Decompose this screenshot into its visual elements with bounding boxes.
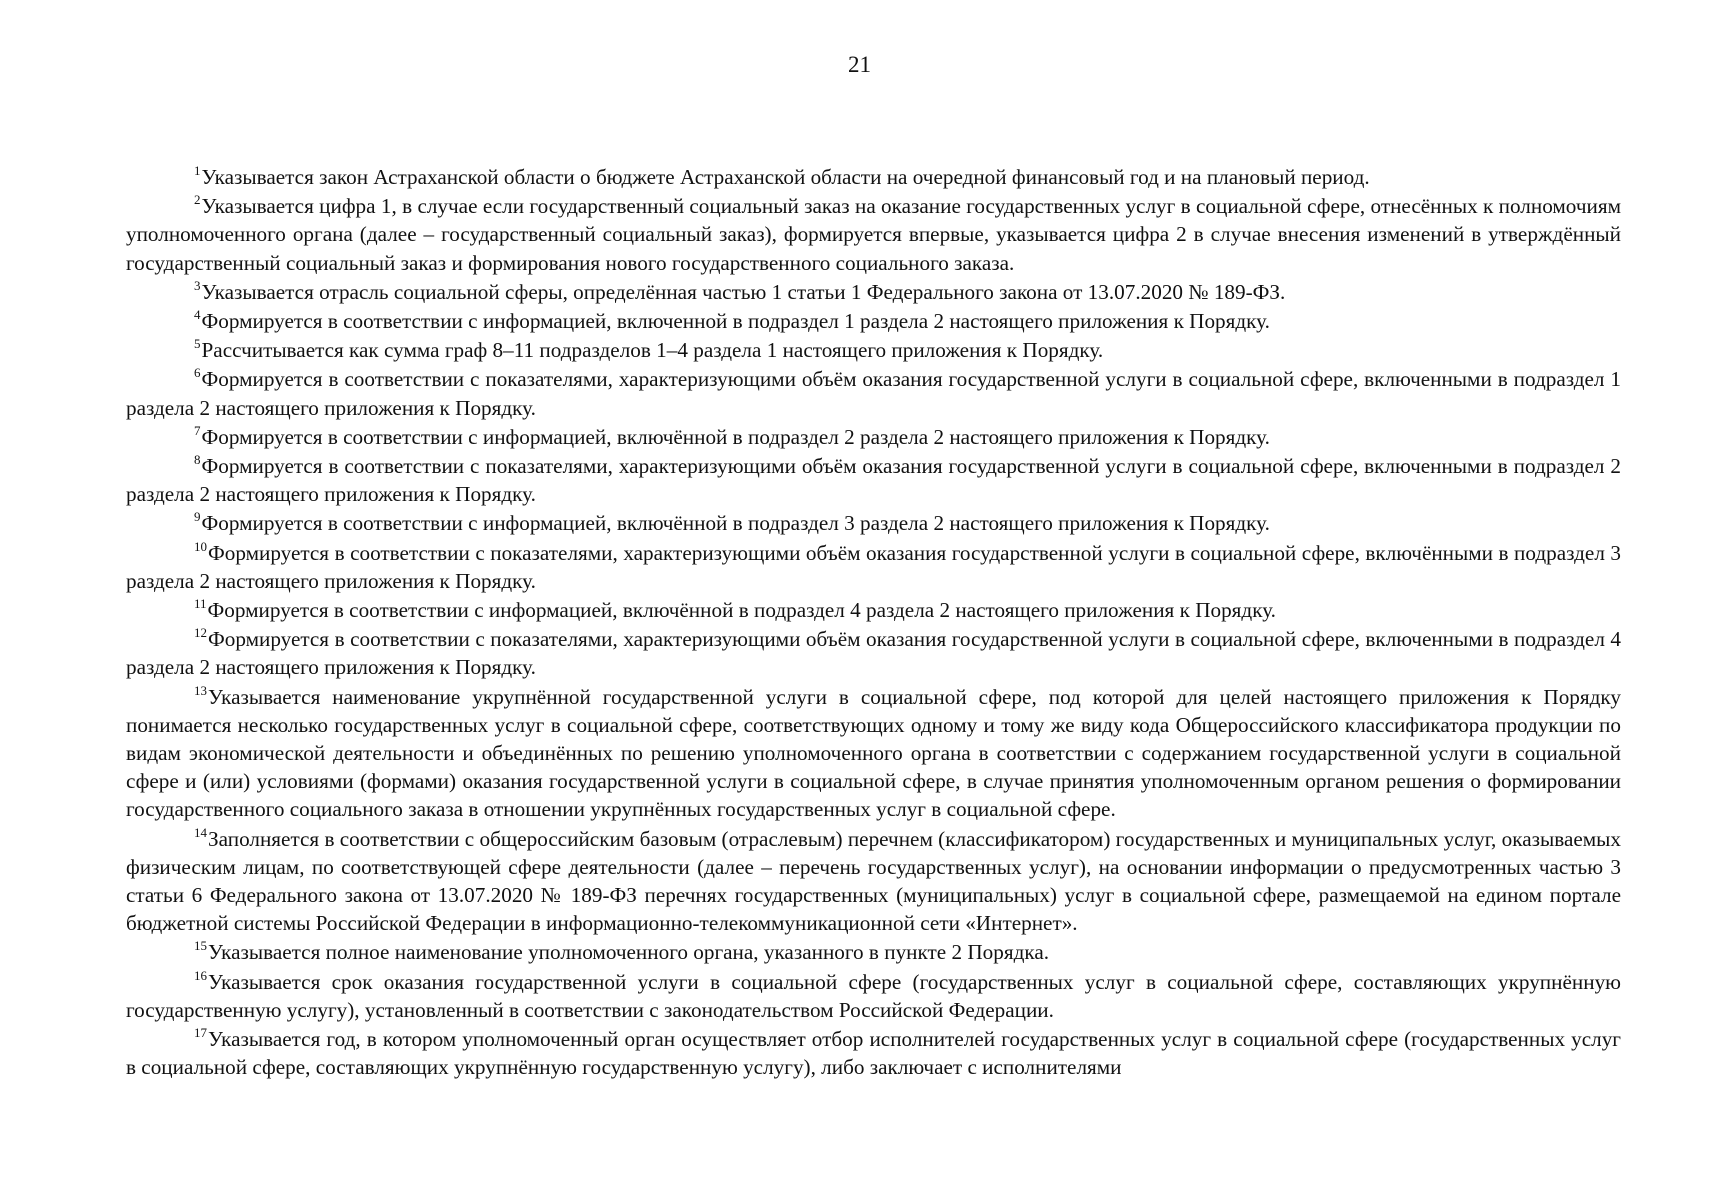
- footnote: [126, 452, 1621, 508]
- footnote-text: Указывается год, в котором уполномоченный орган осуществляет отбор исполнителей государственных услуг в социальной сфере (государственных услуг в социальной сфере, составляющих укрупнённую государственную услугу), либо заключает с исполнителями: [126, 1027, 1621, 1080]
- footnote-text: Формируется в соответствии с информацией, включённой в подраздел 2 раздела 2 настоящего приложения к Порядку.: [201, 424, 1270, 449]
- footnote: [126, 683, 1621, 824]
- footnote-marker: 6: [194, 365, 201, 381]
- footnote: [126, 539, 1621, 595]
- footnote: [126, 968, 1621, 1024]
- footnote-text: Формируется в соответствии с показателями, характеризующими объём оказания государственной услуги в социальной сфере, включенными в подраздел 4 раздела 2 настоящего приложения к Порядку.: [126, 627, 1621, 680]
- footnote-text: Указывается цифра 1, в случае если государственный социальный заказ на оказание государственных услуг в социальной сфере, отнесённых к полномочиям уполномоченного органа (далее – государственный социальный заказ), формируется впервые, указывается цифра 2 в случае внесения изменений в утверждённый государственный социальный заказ и формирования нового государственного социального заказа.: [126, 194, 1621, 275]
- footnotes: [126, 163, 1621, 1083]
- footnote: [126, 365, 1621, 421]
- footnote-marker: 5: [194, 336, 201, 352]
- footnote-text: Формируется в соответствии с информацией, включённой в подраздел 3 раздела 2 настоящего приложения к Порядку.: [201, 511, 1270, 536]
- footnote-marker: 15: [194, 938, 207, 954]
- footnote-text: Указывается закон Астраханской области о бюджете Астраханской области на очередной финансовый год и на плановый период.: [201, 165, 1370, 189]
- footnote-marker: 13: [194, 682, 207, 698]
- footnote: [126, 1025, 1621, 1081]
- footnote-text: Формируется в соответствии с информацией, включенной в подраздел 1 раздела 2 настоящего приложения к Порядку.: [201, 309, 1270, 334]
- footnote-text: Формируется в соответствии с показателями, характеризующими объём оказания государственной услуги в социальной сфере, включёнными в подраздел 3 раздела 2 настоящего приложения к Порядку.: [126, 540, 1621, 593]
- footnote-text: Указывается срок оказания государственной услуги в социальной сфере (государственных услуг в социальной сфере, составляющих укрупнённую государственную услугу), установленный в соответствии с законодательством Российской Федерации.: [126, 969, 1621, 1022]
- footnote-text: Указывается полное наименование уполномоченного органа, указанного в пункте 2 Порядка.: [208, 940, 1050, 965]
- footnote-text: Рассчитывается как сумма граф 8–11 подразделов 1–4 раздела 1 настоящего приложения к Порядку.: [201, 338, 1104, 363]
- footnote: [126, 825, 1621, 938]
- footnote: [126, 278, 1621, 306]
- footnote-marker: 8: [194, 452, 201, 468]
- footnote: [126, 596, 1621, 624]
- footnote: [126, 307, 1621, 335]
- footnote-marker: 10: [194, 538, 207, 554]
- footnote: [126, 336, 1621, 364]
- footnote-marker: 14: [194, 824, 207, 840]
- footnote-marker: 7: [194, 422, 201, 438]
- footnote-text: Формируется в соответствии с показателями, характеризующими объём оказания государственной услуги в социальной сфере, включенными в подраздел 1 раздела 2 настоящего приложения к Порядку.: [126, 367, 1621, 420]
- footnote-marker: 1: [194, 163, 201, 178]
- footnote: [126, 938, 1621, 966]
- footnote-text: Указывается отрасль социальной сферы, определённая частью 1 статьи 1 Федерального закона от 13.07.2020 № 189-ФЗ.: [201, 279, 1286, 304]
- footnote-text: Формируется в соответствии с показателями, характеризующими объём оказания государственной услуги в социальной сфере, включенными в подраздел 2 раздела 2 настоящего приложения к Порядку.: [126, 454, 1621, 507]
- footnote-text: Заполняется в соответствии с общероссийским базовым (отраслевым) перечнем (классификатором) государственных и муниципальных услуг, оказываемых физическим лицам, по соответствующей сфере деятельности (далее – перечень государственных услуг), на основании информации о предусмотренных частью 3 статьи 6 Федерального закона от 13.07.2020 № 189-ФЗ перечнях государственных (муниципальных) услуг в социальной сфере, размещаемой на едином портале бюджетной системы Российской Федерации в информационно-телекоммуникационной сети «Интернет».: [126, 826, 1621, 936]
- footnote: [126, 625, 1621, 681]
- footnote: [126, 423, 1621, 451]
- footnote-text: Указывается наименование укрупнённой государственной услуги в социальной сфере, под которой для целей настоящего приложения к Порядку понимается несколько государственных услуг в социальной сфере, соответствующих одному и тому же виду кода Общероссийского классификатора продукции по видам экономической деятельности и объединённых по решению уполномоченного органа в соответствии с содержанием государственной услуги в социальной сфере и (или) условиями (формами) оказания государственной услуги в социальной сфере, в случае принятия уполномоченным органом решения о формировании государственного социального заказа в отношении укрупнённых государственных услуг в социальной сфере.: [126, 684, 1621, 822]
- footnote-marker: 16: [194, 967, 207, 983]
- footnote-marker: 2: [194, 192, 201, 208]
- page-number: 21: [848, 52, 871, 77]
- footnote: [126, 509, 1621, 537]
- footnote: [126, 192, 1621, 277]
- footnote: [126, 163, 1621, 191]
- footnote-marker: 12: [194, 625, 207, 641]
- footnote-marker: 11: [194, 596, 207, 612]
- footnote-marker: 17: [194, 1025, 207, 1041]
- footnote-marker: 4: [194, 307, 201, 323]
- footnote-marker: 9: [194, 509, 201, 525]
- footnote-marker: 3: [194, 277, 201, 293]
- footnote-text: Формируется в соответствии с информацией, включённой в подраздел 4 раздела 2 настоящего приложения к Порядку.: [207, 598, 1276, 623]
